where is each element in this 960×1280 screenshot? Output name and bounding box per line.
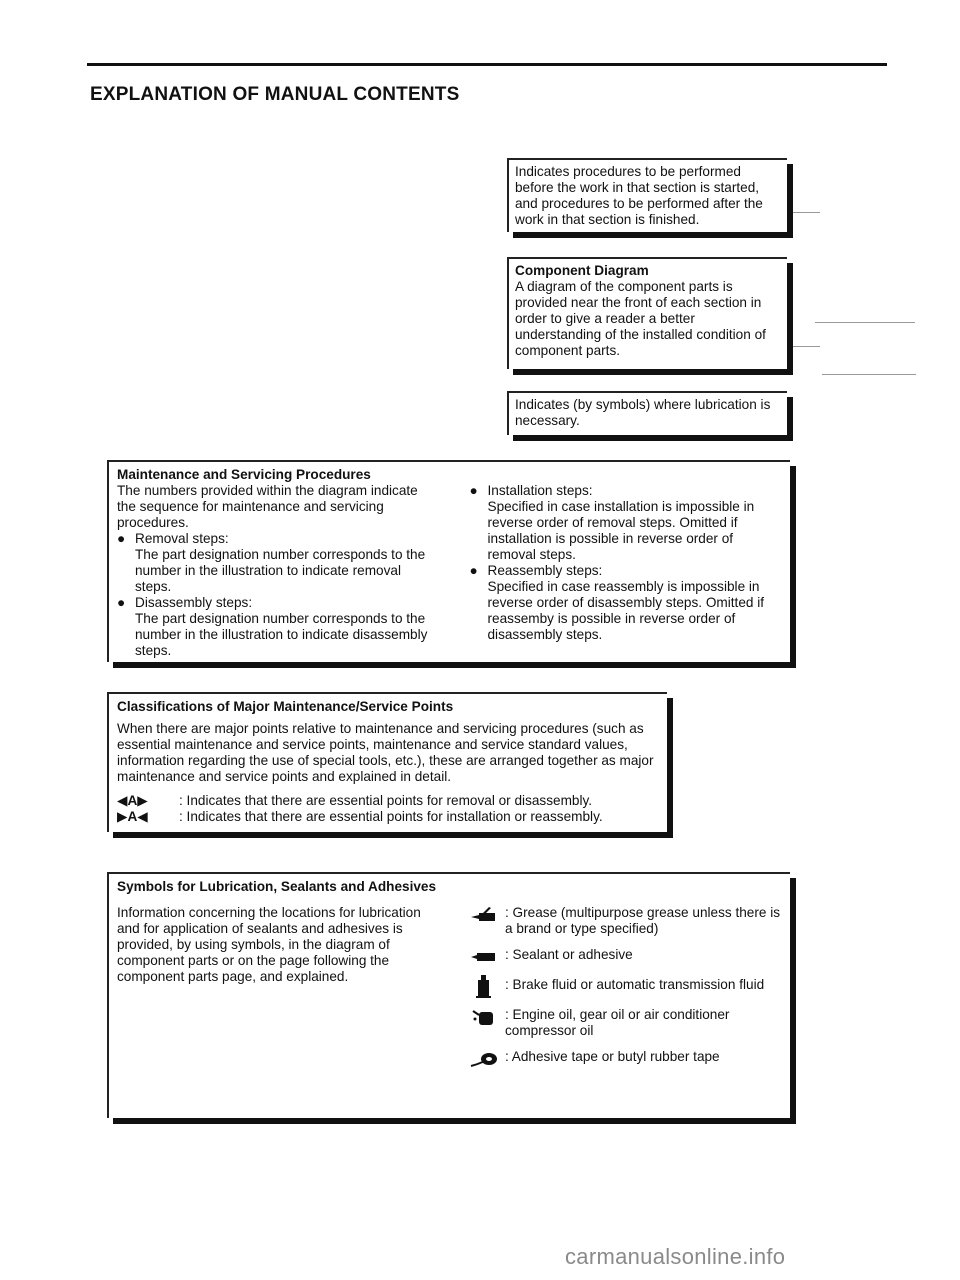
symbols-title: Symbols for Lubrication, Sealants and Adhesives — [117, 879, 437, 894]
symbols-text: Information concerning the locations for lubrication and for application of sealants and adhesives is provided, by using symbols, in the diagram of component parts or on the page following the component parts page, and explained. — [117, 905, 421, 984]
maintenance-title: Maintenance and Servicing Procedures — [117, 467, 371, 482]
maintenance-right-column — [470, 467, 783, 659]
item-text: The part designation number corresponds to the number in the illustration to indicate disassembly steps. — [135, 611, 428, 658]
list-item — [470, 563, 783, 579]
list-item — [469, 1049, 782, 1069]
component-title: Component Diagram — [515, 263, 649, 278]
grease-gun-icon — [469, 905, 505, 925]
installation-mark: ▶A◀ — [117, 809, 148, 824]
grease-text: : Grease (multipurpose grease unless there is a brand or type specified) — [505, 905, 781, 936]
leader-line — [815, 322, 915, 323]
watermark: carmanualsonline.info — [565, 1244, 786, 1269]
maintenance-procedures-box — [107, 460, 790, 662]
item-label: Installation steps: — [487, 483, 593, 498]
maintenance-left-column — [117, 467, 430, 659]
removal-mark: ◀A▶ — [117, 793, 148, 808]
tape-text: : Adhesive tape or butyl rubber tape — [505, 1049, 720, 1064]
page-title: EXPLANATION OF MANUAL CONTENTS — [90, 84, 460, 105]
bullet-icon: ● — [117, 595, 126, 610]
mark-text: : Indicates that there are essential points for installation or reassembly. — [179, 809, 603, 824]
list-item — [469, 1007, 782, 1039]
sealant-text: : Sealant or adhesive — [505, 947, 633, 962]
engine-oil-text: : Engine oil, gear oil or air conditioner compressor oil — [505, 1007, 730, 1038]
mark-text: : Indicates that there are essential points for removal or disassembly. — [179, 793, 593, 808]
list-item — [469, 905, 782, 937]
bullet-icon: ● — [117, 531, 126, 546]
sealant-tube-icon — [469, 947, 505, 967]
item-text: Specified in case reassembly is impossible in reverse order of disassembly steps. Omitted if reassemby is possible in reverse order of disassembly steps. — [487, 579, 765, 642]
tape-roll-icon — [469, 1049, 505, 1069]
item-text: Specified in case installation is impossible in reverse order of removal steps. Omitted if installation is possible in reverse order of removal steps. — [487, 499, 755, 562]
leader-line — [790, 212, 820, 213]
oil-can-icon — [469, 1007, 505, 1027]
leader-line — [790, 346, 820, 347]
classifications-box — [107, 692, 667, 832]
symbols-left-column — [117, 905, 447, 1079]
bullet-icon: ● — [469, 483, 478, 498]
list-item — [469, 947, 782, 967]
list-item — [117, 809, 659, 825]
list-item — [470, 483, 783, 499]
classifications-title: Classifications of Major Maintenance/Service Points — [117, 699, 454, 714]
classifications-text: When there are major points relative to maintenance and servicing procedures (such as essential maintenance and service points, maintenance and service standard values, information regarding the use of special tools, etc.), these are arranged together as major maintenance and service points and explained in detail. — [117, 721, 654, 784]
list-item — [117, 531, 430, 547]
item-label: Reassembly steps: — [487, 563, 603, 578]
item-text: The part designation number corresponds to the number in the illustration to indicate removal steps. — [135, 547, 426, 594]
bullet-icon: ● — [469, 563, 478, 578]
lubrication-text: Indicates (by symbols) where lubrication is necessary. — [515, 397, 771, 428]
item-label: Disassembly steps: — [135, 595, 253, 610]
list-item — [117, 595, 430, 611]
leader-line — [822, 374, 916, 375]
prework-text: Indicates procedures to be performed before the work in that section is started, and procedures to be performed after the work in that section is finished. — [515, 164, 763, 227]
prework-callout — [507, 158, 787, 232]
marks-list — [117, 793, 659, 825]
component-text: A diagram of the component parts is provided near the front of each section in order to give a reader a better understanding of the installed condition of component parts. — [515, 279, 766, 358]
lubrication-callout — [507, 391, 787, 435]
component-diagram-callout — [507, 257, 787, 369]
maintenance-intro: The numbers provided within the diagram indicate the sequence for maintenance and servicing procedures. — [117, 483, 418, 530]
symbols-right-column — [447, 905, 782, 1079]
list-item — [469, 977, 782, 997]
symbols-box — [107, 872, 790, 1118]
brake-fluid-text: : Brake fluid or automatic transmission fluid — [505, 977, 765, 992]
item-label: Removal steps: — [135, 531, 229, 546]
top-rule — [87, 63, 887, 66]
brake-fluid-bottle-icon — [469, 977, 505, 997]
list-item — [117, 793, 659, 809]
